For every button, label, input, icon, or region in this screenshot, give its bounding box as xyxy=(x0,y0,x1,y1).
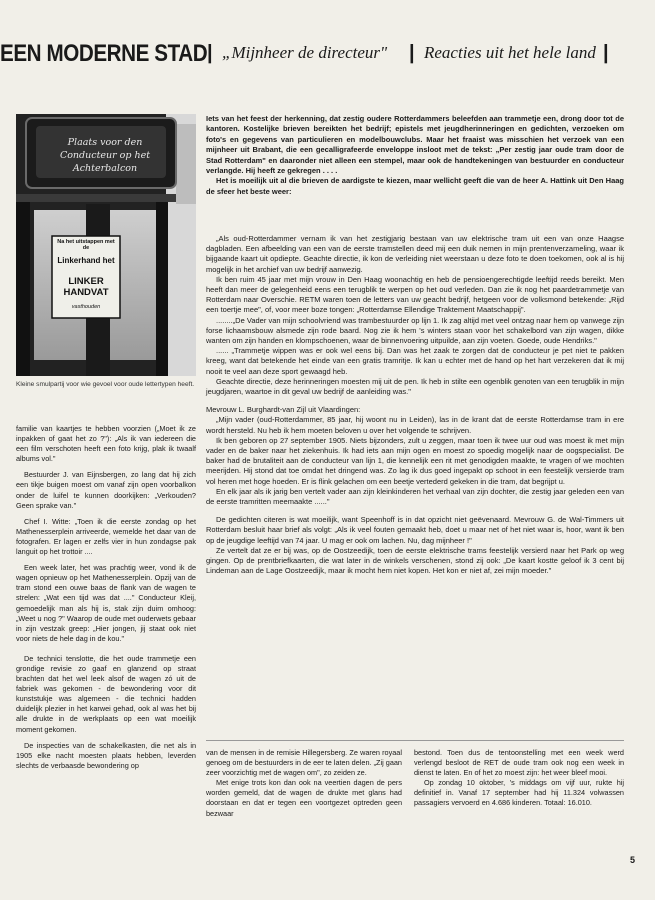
letter-paragraph: Ze vertelt dat ze er bij was, op de Oostzeedijk, toen de eerste elektrische trams feestelijk versierd naar het Park op weg gingen. Op de prentbriefkaarten, die wat later in de winkels verschenen, stond zij ook: „De kaart kostte geloof ik 3 cent bij Lindeman aan de Lage Oostzeedijk, maar ik mocht hem niet kopen. Het kon er niet af, zei mijn moeder." xyxy=(206,545,624,576)
sign-small-text: Na het uitstappen met de xyxy=(57,239,115,251)
letter-paragraph: ...... „Trammetje wippen was er ook wel eens bij. Dan was het zaak te zorgen dat de conducteur je pet niet te pakken kreeg, want dat betekende het einde van een gratis tramritje. Ik kan u echter met de hand op het hart verzekeren dat ik mij nooit te veel aan deze sport gewaagd heb. xyxy=(206,346,624,376)
intro-paragraph: Iets van het feest der herkenning, dat zestig oudere Rotterdammers beleefden aan trammetje een, drong door tot de kantoren. Kostelijke brieven bereikten het bedrijf; epistels met jeugdherinneringen en gedichten, verzoeken om foto's en gegevens van particulieren en modelbouwclubs. Maar het fraaist was misschien het verzoek van een mijnheer uit Brabant, die een gecalligrafeerde enveloppe insloot met de tekst: „Per zestig jaar oude tram door de Stad Rotterdam" en daaronder niet alleen een stempel, maar ook de handtekeningen van bestuurder en conducteur verlangde. Hij heeft ze gekregen . . . . xyxy=(206,114,624,176)
header-section-reacties: Reacties uit het hele land xyxy=(424,43,596,62)
header-separator: | xyxy=(603,42,609,64)
intro-paragraph: Het is moeilijk uit al die brieven de aardigste te kiezen, maar wellicht geeft die van de heer A. Hattink uit Den Haag de sfeer het beste weer: xyxy=(206,176,624,196)
column-paragraph: Met enige trots kon dan ook na veertien dagen de pers worden gemeld, dat de wagen de drukte met glans had doorstaan en dat er tegen een voortgezet optreden geen bezwaar xyxy=(206,778,402,818)
bottom-column-middle xyxy=(206,748,402,819)
column-paragraph: Op zondag 10 oktober, 's middags om vijf uur, rukte hij definitief in. Vanaf 17 september had hij 11.324 volwassen passagiers vervoerd en 4.686 kinderen. Totaal: 16.010. xyxy=(414,778,624,808)
letter-heading: Mevrouw L. Burghardt-van Zijl uit Vlaardingen: xyxy=(206,405,361,415)
header-section-directeur: „Mijnheer de directeur" xyxy=(222,43,388,62)
letter-paragraph: En elk jaar als ik jarig ben vertelt vader aan zijn kleinkinderen het verhaal van zijn dochter, die zestig jaar geleden een van de eerste tramritten meemaakte ......" xyxy=(206,486,624,507)
letter-paragraph: Ik ben geboren op 27 september 1905. Niets bijzonders, zult u zeggen, maar toen ik twee uur oud was moest ik met mijn vader en de baker naar het ziekenhuis. Ik had iets aan mijn ogen en moest zo spoedig mogelijk naar de oogspecialist. De baker had de brutaliteit aan de conducteur van lijn 1, die kennelijk een rit met genodigden maakte, te vragen of we mochten meerijden. Hij stond dat toe omdat het dringend was. Zo lag ik dus goed ingepakt op schoot in een feestelijk versierde tram vol heren met hoge hoeden. Er is flink gelachen om een beetje vertederd gekeken in die tram, dat begrijpt u. xyxy=(206,435,624,486)
sign-big-text: LINKER HANDVAT xyxy=(63,276,109,298)
left-paragraph: Bestuurder J. van Eijnsbergen, zo lang dat hij zich een tikje buigen moest om vanaf zijn open voorbalkon onder de luifel te kunnen doorkijken: „Verkouden? Geen sprake van." xyxy=(16,470,196,510)
sign-mid-text: Linkerhand het xyxy=(57,256,115,265)
tram-photo xyxy=(16,114,196,376)
left-paragraph: familie van kaartjes te hebben voorzien („Moet ik ze inpakken of gaat het zo ?"): „Als ik van iedereen die een film verschoten heeft een foto krijg, plak ik twaalf albums vol." xyxy=(16,424,196,464)
letters-text xyxy=(206,234,624,577)
letter-paragraph: „Als oud-Rotterdammer vernam ik van het zestigjarig bestaan van uw elektrische tram uit een van onze Haagse dagbladen. Een afbeelding van een van de eerste tramstellen deed mij een duik nemen in mijn prentenverzameling, waar ik bijgaande kaart uit opdiepte. Geachte directie, ik kon de verleiding niet weerstaan u deze foto te doen toekomen, ook al is hij mogelijk in het archief van uw bedrijf aanwezig. xyxy=(206,234,624,274)
intro-text xyxy=(206,114,624,197)
left-paragraph: Een week later, het was prachtig weer, vond ik de wagen opnieuw op het Mathenesserplein. Opzij van de tram stond een ouwe baas de flank van de wagen te strelen: „Wat een tijd was dat ...." Conducteur Kleij, gemoedelijk man als hij is, stak zijn duim omhoog: „Weet u nog ?" Waarop de oude met ouderwets gebaar in zijn vestzak greep: „Hier jongen, jij staat ook niet voor niets de hele dag in de kou." xyxy=(16,563,196,643)
letter-paragraph: Ik ben ruim 45 jaar met mijn vrouw in Den Haag woonachtig en heb de pensioengerechtigde leeftijd reeds bereikt. Men heeft dan meer de gelegenheid eens een terugblik te werpen op het oud verleden. Dan zie ik nog het paardetrammetje van Rotterdam naar Overschie. RETM waren toen de letters van uw geacht bedrijf, hetgeen voor de volksmond betekende: „Rijd een toertje mee", of, voor meer boze tongen: „Rotterdamse Ellendige Traktement Maatschappij". xyxy=(206,274,624,315)
bottom-column-right xyxy=(414,748,624,809)
photo-caption: Kleine smulpartij voor wie gevoel voor oude lettertypen heeft. xyxy=(16,381,195,388)
letter-paragraph: „Mijn vader (oud-Rotterdammer, 85 jaar, hij woont nu in Leiden), las in de krant dat de eerste Rotterdamse tram in ere wordt hersteld. Nu heb ik hem moeten beloven u over het volgende te schrijven. xyxy=(206,415,624,435)
column-paragraph: bestond. Toen dus de tentoonstelling met een week werd verlengd besloot de RET de oude tram ook nog een week in dienst te laten. En of het zo moest zijn: het weer bleef mooi. xyxy=(414,748,624,778)
left-column-text xyxy=(16,424,196,777)
left-paragraph: De technici tenslotte, die het oude trammetje een grondige revisie zo gaaf en glanzend op straat brachten dat het wel leek alsof de wagen zó uit de fabriek was gekomen - de bewondering voor dit kunststukje was algemeen - die technici hadden duidelijk plezier in het karwei gehad, ook al was het bij alle drukte in de werkplaats op een wat moeilijk moment gekomen. xyxy=(16,653,196,734)
page-number: 5 xyxy=(630,855,636,865)
letter-paragraph: ........„De Vader van mijn schoolvriend was trambestuurder op lijn 1. Ik zag altijd met veel ontzag naar hem op vanwege zijn forse lichaamsbouw alsmede zijn rode baard. Nog zie ik hem 's winters staan voor het schakelbord van zijn wagen, dikke wanten om zijn handen en klompschoenen, waar de binnenvoering uitpuilde, aan zijn voeten. Goede, oude Hendriks." xyxy=(206,315,624,346)
sign-bottom-text: vasthouden xyxy=(71,304,101,310)
page-header xyxy=(0,40,655,76)
left-paragraph: Chef I. Witte: „Toen ik die eerste zondag op het Mathenesserplein arriveerde, wemelde het daar van de fotografen. Er lagen er zelfs vier in hun zondagse pak languit op het trottoir .... xyxy=(16,516,196,557)
header-separator: | xyxy=(409,42,415,64)
column-paragraph: van de mensen in de remisie Hillegersberg. Ze waren royaal genoeg om de bestuurders in de eer te laten delen. „Zij gaan zeer voorzichtig met de wagen om", zo zeiden ze. xyxy=(206,748,402,778)
header-separator: | xyxy=(207,42,213,64)
section-divider xyxy=(206,740,624,741)
left-paragraph: De inspecties van de schakelkasten, die net als in 1905 elke nacht moesten plaats hebben, leverden slechts de verbaasde bewondering op xyxy=(16,740,196,770)
letter-paragraph: De gedichten citeren is wat moeilijk, want Speenhoff is in dat opzicht niet geëvenaard. Mevrouw G. de Wal-Timmers uit Rotterdam besluit haar brief als volgt: „Als ik veel fouten gemaakt heb, doet u maar net of het niet waar is, hoor, want ik ben op de jeugdige leeftijd van 74 jaar. U mag er ook om lachen. Nu, dag mijnheer !" xyxy=(206,515,624,545)
header-title: EEN MODERNE STAD xyxy=(0,40,208,67)
letter-paragraph: Geachte directie, deze herinneringen moesten mij uit de pen. Ik heb in stilte een ogenblik genoten van een terugblik in mijn jeugdjaren, waartoe in dit geval uw bedrijf de aanleiding was." xyxy=(206,376,624,397)
sign-top-text: Plaats voor den Conducteur op het Achterbalcon xyxy=(59,137,151,174)
